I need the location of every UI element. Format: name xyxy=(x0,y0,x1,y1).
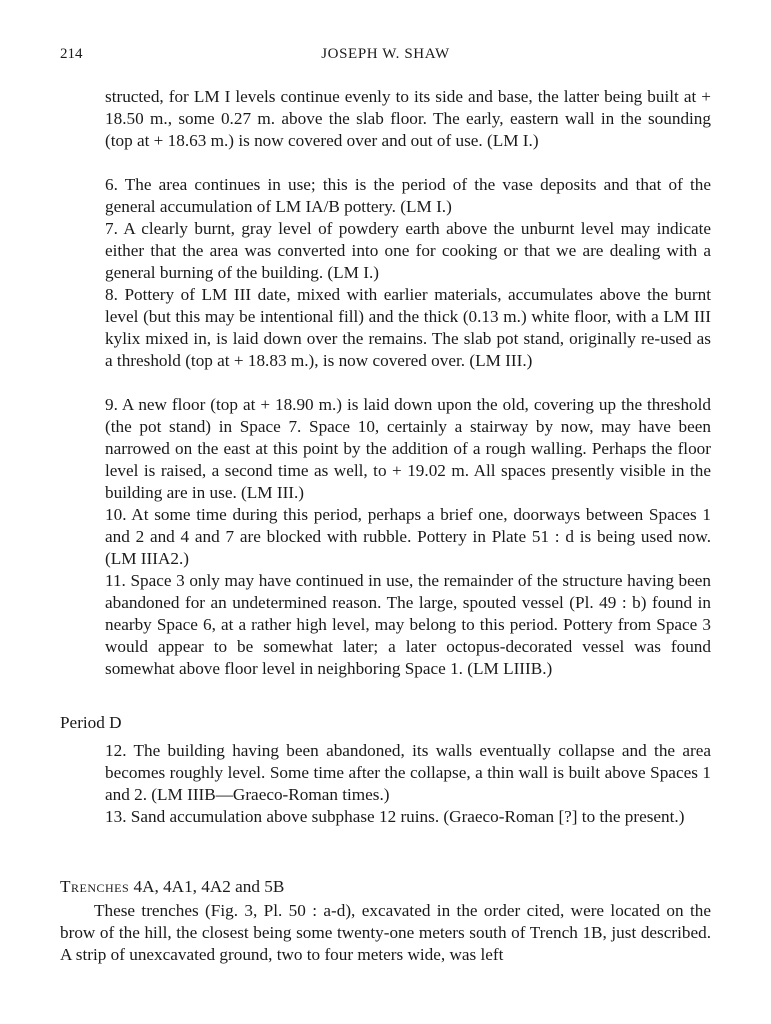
paragraph-text: 12. The building having been abandoned, its walls eventually collapse and the area becomes roughly level. Some time after the collapse, a thin wall is built above Spaces 1 and 2. (LM IIIB—Graeco-Roman times.) xyxy=(105,741,711,804)
trenches-numbers: 4A, 4A1, 4A2 and 5B xyxy=(133,877,285,896)
subphase-8 xyxy=(105,284,711,372)
paragraph-text: 8. Pottery of LM III date, mixed with earlier materials, accumulates above the burnt level (but this may be intentional fill) and the thick (0.13 m.) white floor, with a LM III kylix mixed in, is laid down over the remains. The slab pot stand, originally re-used as a threshold (top at + 18.83 m.), is now covered over. (LM III.) xyxy=(105,285,711,370)
period-d-heading: Period D xyxy=(60,713,122,732)
subphase-13 xyxy=(105,806,711,828)
subphase-7 xyxy=(105,218,711,284)
subphase-10 xyxy=(105,504,711,570)
subphase-6 xyxy=(105,174,711,218)
trenches-label: Trenches xyxy=(60,877,130,896)
subphase-12 xyxy=(105,740,711,806)
paragraph-text: structed, for LM I levels continue evenly to its side and base, the latter being built at + 18.50 m., some 0.27 m. above the slab floor. The early, eastern wall in the sounding (top at + 18.63 m.) is now covered over and out of use. (LM I.) xyxy=(105,87,711,150)
paragraph-text: 7. A clearly burnt, gray level of powdery earth above the unburnt level may indicate either that the area was converted into one for cooking or that we are dealing with a general burning of the building. (LM I.) xyxy=(105,219,711,282)
running-head xyxy=(60,46,711,68)
continuation-paragraph xyxy=(105,86,711,152)
paragraph-text: 11. Space 3 only may have continued in use, the remainder of the structure having been abandoned for an undetermined reason. The large, spouted vessel (Pl. 49 : b) found in nearby Space 6, at a rather high level, may belong to this period. Pottery from Space 3 would appear to be somewhat later; a later octopus-decorated vessel was found somewhat above floor level in neighboring Space 1. (LM LIIIB.) xyxy=(105,571,711,678)
subphase-11 xyxy=(105,570,711,680)
trenches-heading xyxy=(60,876,284,898)
paragraph-text: 13. Sand accumulation above subphase 12 ruins. (Graeco-Roman [?] to the present.) xyxy=(105,807,685,826)
paragraph-text: 10. At some time during this period, perhaps a brief one, doorways between Spaces 1 and 2 and 4 and 7 are blocked with rubble. Pottery in Plate 51 : d is being used now. (LM IIIA2.) xyxy=(105,505,711,568)
paragraph-text: These trenches (Fig. 3, Pl. 50 : a-d), excavated in the order cited, were located on the brow of the hill, the closest being some twenty-one meters south of Trench 1B, just described. A strip of unexcavated ground, two to four meters wide, was left xyxy=(60,901,711,964)
running-head-author: JOSEPH W. SHAW xyxy=(321,46,450,62)
paragraph-text: 9. A new floor (top at + 18.90 m.) is laid down upon the old, covering up the threshold (the pot stand) in Space 7. Space 10, certainly a stairway by now, may have been narrowed on the east at this point by the addition of a rough walling. Perhaps the floor level is raised, a second time as well, to + 19.02 m. All spaces presently visible in the building are in use. (LM III.) xyxy=(105,395,711,502)
trenches-paragraph xyxy=(60,900,711,966)
page-number: 214 xyxy=(60,46,83,62)
paragraph-text: 6. The area continues in use; this is the period of the vase deposits and that of the general accumulation of LM IA/B pottery. (LM I.) xyxy=(105,175,711,216)
subphase-9 xyxy=(105,394,711,504)
